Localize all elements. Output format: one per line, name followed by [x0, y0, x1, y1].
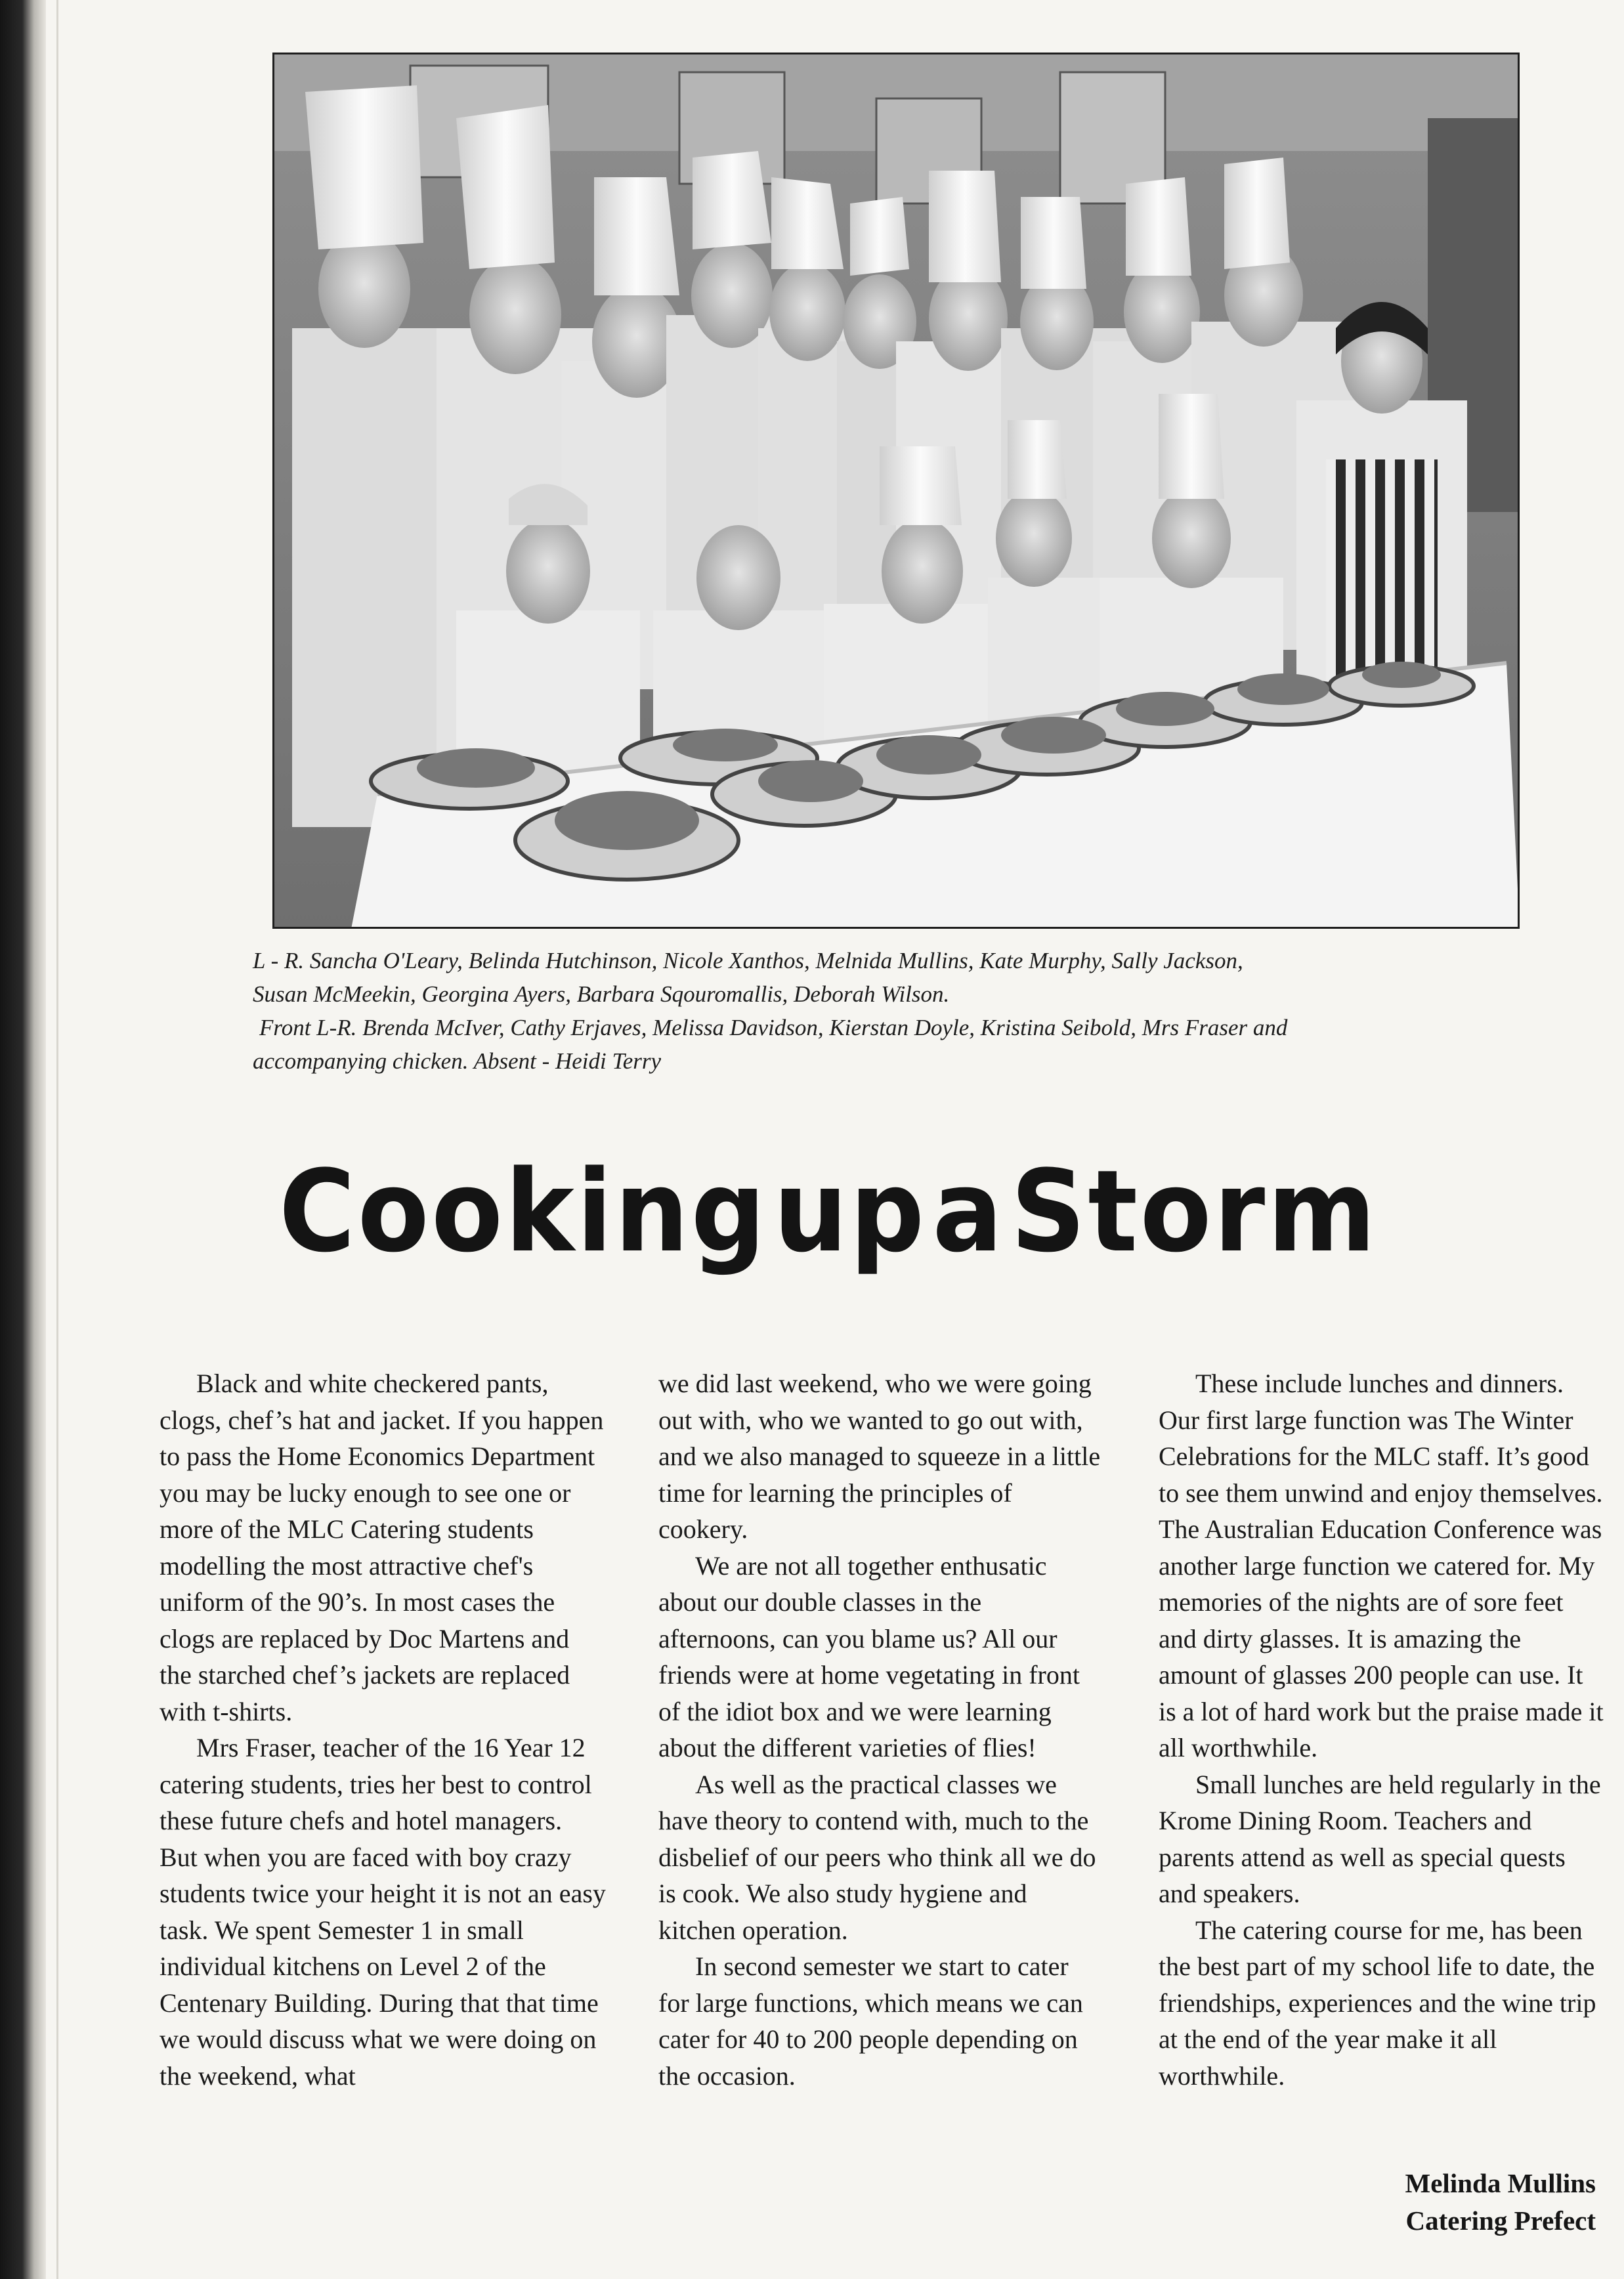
author-signature — [1405, 2165, 1596, 2240]
article-headline — [279, 1136, 1378, 1287]
paragraph: As well as the practical classes we have theory to contend with, much to the disbelief of our peers who think all we do is cook. We also study hygiene and kitchen operation. — [658, 1769, 1096, 1945]
group-photo-icon — [272, 53, 1520, 929]
headline-word: Storm — [1010, 1145, 1378, 1277]
paragraph: In second semester we start to cater for large functions, which means we can cater for 40 to 200 people depending on the occasion. — [658, 1951, 1083, 2091]
paragraph: Black and white checkered pants, clogs, chef’s hat and jacket. If you happen to pass the Home Economics Department you may be lucky enough to see one or more of the MLC Catering students modelling the most attractive chef's uniform of the 90’s. In most cases the clogs are replaced by Doc Martens and the starched chef’s jackets are replaced with t-shirts. — [160, 1369, 604, 1726]
headline-word: up — [773, 1145, 927, 1277]
article-column-1 — [160, 1365, 606, 2094]
article-column-3 — [1159, 1365, 1605, 2094]
paragraph: Small lunches are held regularly in the Krome Dining Room. Teachers and parents attend as well as special quests and speakers. — [1159, 1769, 1601, 1908]
headline-word: Cooking — [279, 1145, 768, 1277]
caption-line: accompanying chicken. Absent - Heidi Terry — [253, 1048, 662, 1074]
author-name: Melinda Mullins — [1405, 2168, 1596, 2198]
author-title: Catering Prefect — [1405, 2205, 1596, 2236]
page-binding-edge — [0, 0, 46, 2279]
group-photo — [272, 53, 1520, 929]
article-column-2 — [658, 1365, 1105, 2094]
caption-line: L - R. Sancha O'Leary, Belinda Hutchinson, Nicole Xanthos, Melnida Mullins, Kate Murphy, Sally Jackson, — [253, 948, 1243, 973]
paragraph: The catering course for me, has been the best part of my school life to date, the friendships, experiences and the wine trip at the end of the year make it all worthwhile. — [1159, 1915, 1596, 2091]
paragraph: These include lunches and dinners. Our first large function was The Winter Celebrations for the MLC staff. It’s good to see them unwind and enjoy themselves. The Australian Education Conference was another large function we catered for. My memories of the nights are of sore feet and dirty glasses. It is amazing the amount of glasses 200 people can use. It is a lot of hard work but the praise made it all worthwhile. — [1159, 1369, 1604, 1762]
headline-word: a — [932, 1145, 1005, 1277]
page-binding-line — [56, 0, 58, 2279]
paragraph: Mrs Fraser, teacher of the 16 Year 12 catering students, tries her best to control these future chefs and hotel managers. But when you are faced with boy crazy students twice your height it is not an easy task. We spent Semester 1 in small individual kitchens on Level 2 of the Centenary Building. During that that time we would discuss what we were doing on the weekend, what — [160, 1733, 606, 2091]
paragraph: we did last weekend, who we were going out with, who we wanted to go out with, and we also managed to squeeze in a little time for learning the principles of cookery. — [658, 1369, 1101, 1544]
photo-caption — [253, 944, 1533, 1078]
caption-line: Susan McMeekin, Georgina Ayers, Barbara Sqouromallis, Deborah Wilson. — [253, 981, 950, 1007]
caption-line: Front L-R. Brenda McIver, Cathy Erjaves, Melissa Davidson, Kierstan Doyle, Kristina Seibold, Mrs Fraser and — [259, 1015, 1288, 1040]
paragraph: We are not all together enthusatic about our double classes in the afternoons, can you blame us? All our friends were at home vegetating in front of the idiot box and we were learning about the different varieties of flies! — [658, 1550, 1080, 1762]
